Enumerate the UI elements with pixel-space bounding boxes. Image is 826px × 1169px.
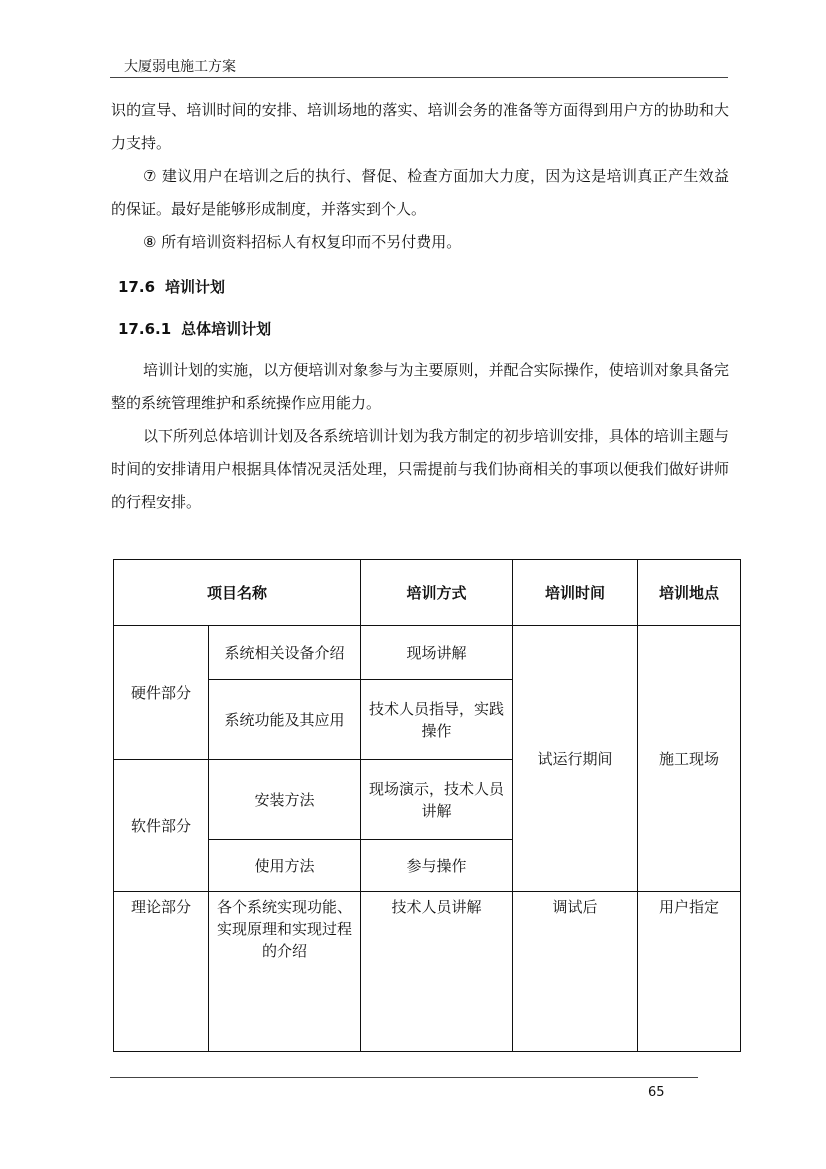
place-construction-site: 施工现场	[638, 626, 741, 892]
paragraph-item-7: ⑦ 建议用户在培训之后的执行、督促、检查方面加大力度，因为这是培训真正产生效益的保证。最好是能够形成制度，并落实到个人。	[111, 167, 729, 218]
category-theory: 理论部分	[114, 892, 209, 1052]
paragraph-item-8: ⑧ 所有培训资料招标人有权复印而不另付费用。	[143, 233, 462, 251]
section-number: 17.6.1	[118, 320, 172, 338]
category-hardware: 硬件部分	[114, 626, 209, 760]
paragraph-support: 识的宣导、培训时间的安排、培训场地的落实、培训会务的准备等方面得到用户方的协助和大力支持。	[111, 101, 729, 152]
header-divider	[110, 77, 728, 78]
table-header-row	[114, 560, 741, 626]
item-cell: 安装方法	[209, 760, 361, 840]
method-cell: 现场演示，技术人员讲解	[361, 760, 513, 840]
table-row	[114, 626, 741, 680]
header-training-time: 培训时间	[513, 560, 638, 626]
method-cell: 参与操作	[361, 840, 513, 892]
item-cell: 各个系统实现功能、实现原理和实现过程的介绍	[209, 892, 361, 1052]
time-cell: 调试后	[513, 892, 638, 1052]
section-heading-17-6	[118, 277, 225, 297]
section-title: 总体培训计划	[181, 320, 272, 338]
method-cell: 技术人员指导，实践操作	[361, 680, 513, 760]
paragraph-plan-principle: 培训计划的实施，以方便培训对象参与为主要原则，并配合实际操作，使培训对象具备完整的系统管理维护和系统操作应用能力。	[111, 361, 729, 412]
table-row	[114, 892, 741, 1052]
header-training-place: 培训地点	[638, 560, 741, 626]
section-heading-17-6-1	[118, 319, 271, 339]
method-cell: 技术人员讲解	[361, 892, 513, 1052]
document-header-title: 大厦弱电施工方案	[124, 59, 236, 75]
paragraph-plan-arrangement: 以下所列总体培训计划及各系统培训计划为我方制定的初步培训安排，具体的培训主题与时间的安排请用户根据具体情况灵活处理，只需提前与我们协商相关的事项以便我们做好讲师的行程安排。	[111, 427, 729, 511]
time-trial-run: 试运行期间	[513, 626, 638, 892]
method-cell: 现场讲解	[361, 626, 513, 680]
section-title: 培训计划	[165, 278, 226, 296]
item-cell: 系统相关设备介绍	[209, 626, 361, 680]
section-number: 17.6	[118, 278, 156, 296]
place-cell: 用户指定	[638, 892, 741, 1052]
footer-divider	[110, 1077, 698, 1078]
page-number: 65	[648, 1085, 665, 1100]
item-cell: 使用方法	[209, 840, 361, 892]
header-project-name: 项目名称	[114, 560, 361, 626]
item-cell: 系统功能及其应用	[209, 680, 361, 760]
training-plan-table	[113, 559, 741, 1052]
category-software: 软件部分	[114, 760, 209, 892]
header-training-method: 培训方式	[361, 560, 513, 626]
